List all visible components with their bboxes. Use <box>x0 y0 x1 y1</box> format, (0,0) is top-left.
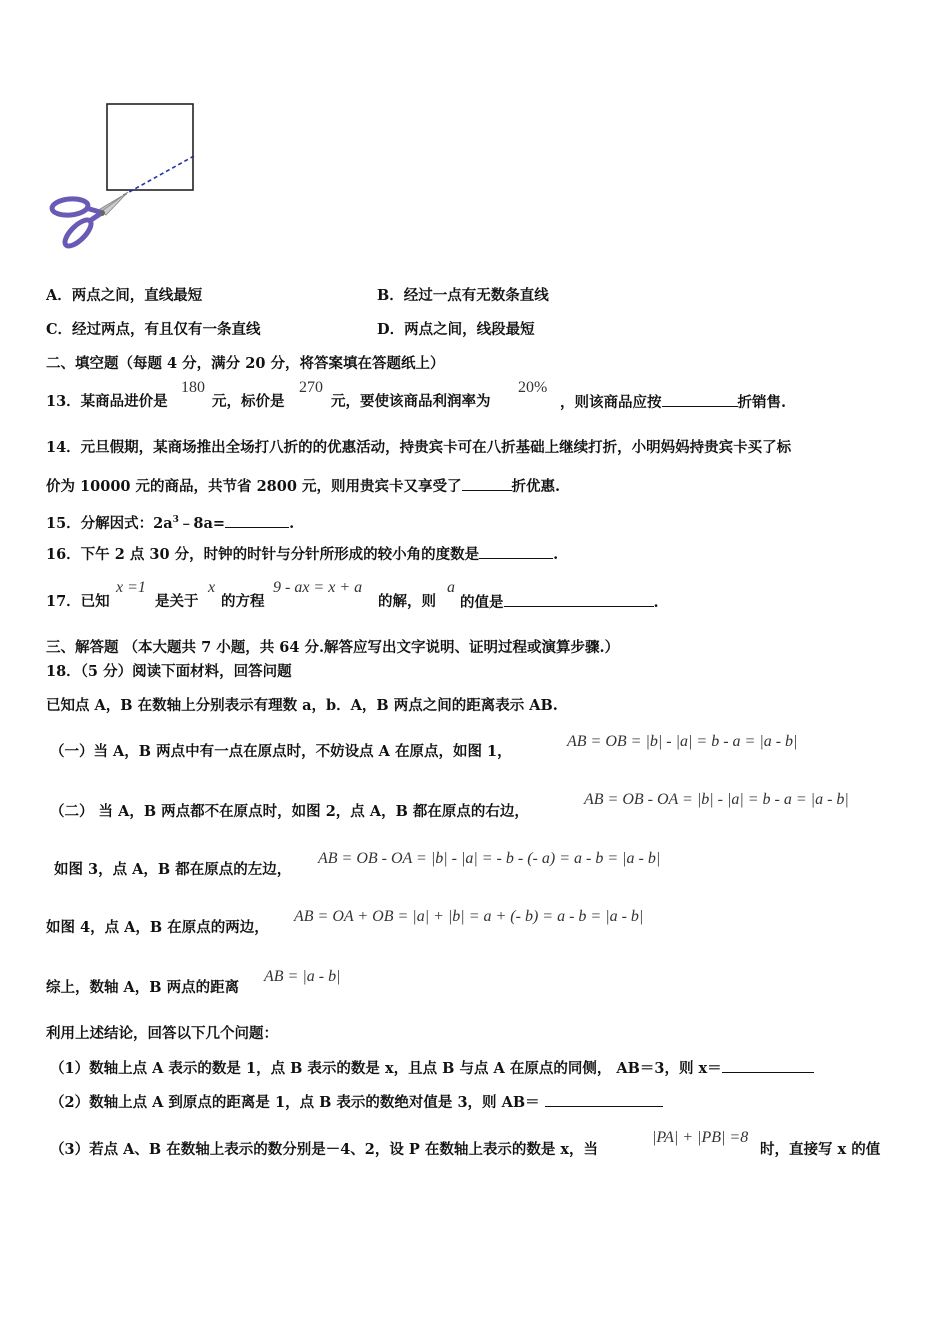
case-2-text: （二） 当 A，B 两点都不在原点时，如图 2，点 A，B 都在原点的右边， <box>50 803 529 820</box>
section-2-heading: 二、填空题（每题 4 分，满分 20 分，将答案填在答题纸上） <box>46 355 445 372</box>
scissors-icon <box>51 192 128 250</box>
question-15: 15．分解因式：$2a^3﹣8a=$ . <box>46 514 295 532</box>
case-3-formula: AB = OB - OA = |b| - |a| = - b - (- a) = a - b = |a - b| <box>318 850 661 867</box>
question-14-line-1: 14．元旦假期，某商场推出全场打八折的的优惠活动，持贵宾卡可在八折基础上继续打折，小明妈妈持贵宾卡买了标 <box>46 439 792 456</box>
sub-question-3-formula: |PA| + |PB| =8 <box>652 1129 749 1146</box>
case-2-formula: AB = OB - OA = |b| - |a| = b - a = |a - b| <box>584 791 849 808</box>
price-value: 270 <box>299 379 323 396</box>
summary-formula: AB = |a - b| <box>264 968 341 985</box>
sub-question-3-end: 时，直接写 x 的值 <box>760 1141 881 1158</box>
sub-question-2: （2）数轴上点 A 到原点的距离是 1，点 B 表示的数绝对值是 3，则 AB＝ <box>50 1092 663 1113</box>
case-1-formula: AB = OB = |b| - |a| = b - a = |a - b| <box>567 733 798 750</box>
question-18-intro: 已知点 A，B 在数轴上分别表示有理数 a，b．A，B 两点之间的距离表示 AB. <box>46 697 558 714</box>
sub-question-3-text: （3）若点 A、B 在数轴上表示的数分别是－4、2，设 P 在数轴上表示的数是 x，当 <box>50 1141 599 1158</box>
case-3-text: 如图 3，点 A，B 都在原点的左边， <box>54 861 292 878</box>
option-b: B．经过一点有无数条直线 <box>377 287 549 304</box>
case-4-text: 如图 4，点 A，B 在原点的两边， <box>46 919 269 936</box>
question-18-title: 18．（5 分）阅读下面材料，回答问题 <box>46 663 292 680</box>
case-1-text: （一）当 A，B 两点中有一点在原点时，不妨设点 A 在原点，如图 1， <box>50 743 512 760</box>
question-14-line-2: 价为 10000 元的商品，共节省 2800 元，则用贵宾卡又享受了 折优惠. <box>46 478 561 495</box>
use-text: 利用上述结论，回答以下几个问题： <box>46 1025 278 1042</box>
sub-question-1: （1）数轴上点 A 表示的数是 1，点 B 表示的数是 x，且点 B 与点 A 在原点的同侧， AB＝3，则 x＝ <box>50 1058 814 1079</box>
option-a: A．两点之间，直线最短 <box>46 287 203 304</box>
rate-value: 20% <box>518 379 548 396</box>
option-d: D．两点之间，线段最短 <box>377 321 535 338</box>
scissors-cutting-square <box>44 96 204 256</box>
question-16: 16．下午 2 点 30 分，时钟的时针与分针所形成的较小角的度数是 . <box>46 546 559 563</box>
summary-text: 综上，数轴 A，B 两点的距离 <box>46 979 240 996</box>
case-4-formula: AB = OA + OB = |a| + |b| = a + (- b) = a - b = |a - b| <box>294 908 644 925</box>
cost-value: 180 <box>181 379 205 396</box>
option-c: C．经过两点，有且仅有一条直线 <box>46 321 261 338</box>
square-figure <box>107 104 193 190</box>
section-3-heading: 三、解答题 （本大题共 7 小题，共 64 分.解答应写出文字说明、证明过程或演算步骤.） <box>46 639 620 656</box>
